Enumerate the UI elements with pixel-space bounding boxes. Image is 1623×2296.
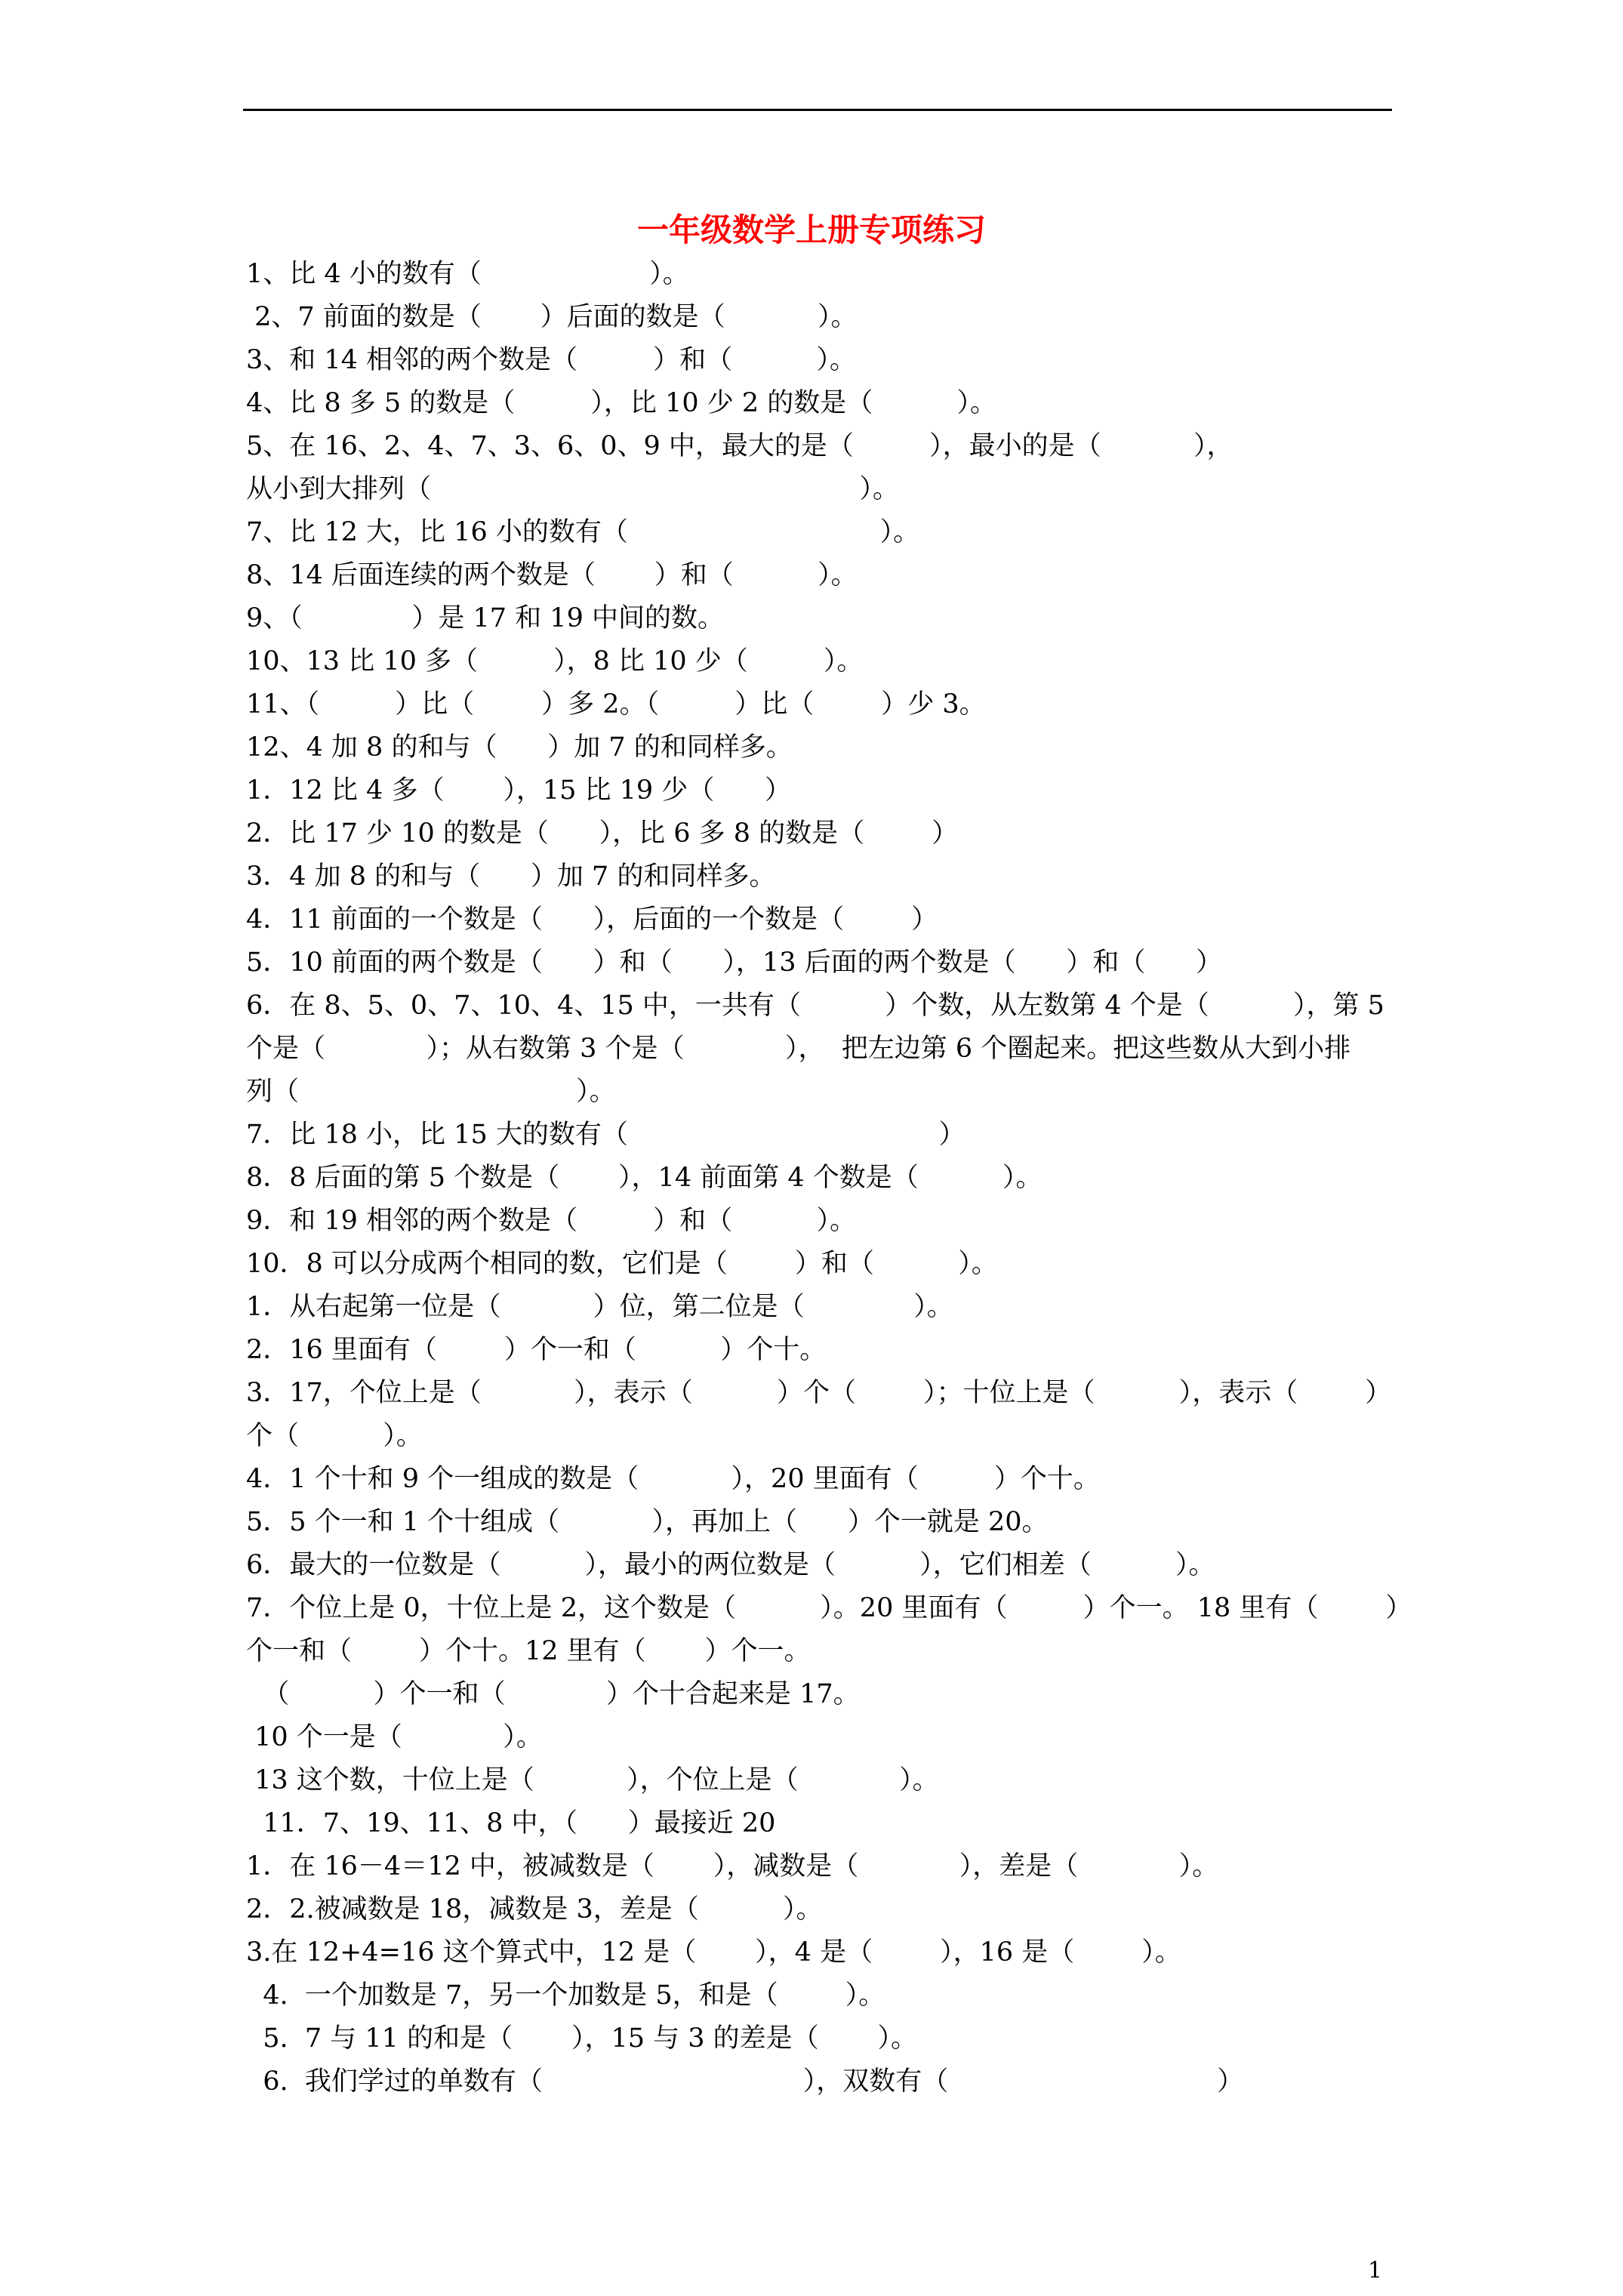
question-line: 11、（ ）比（ ）多 2。（ ）比（ ）少 3。 [246, 689, 986, 720]
question-line: 1．在 16－4＝12 中，被减数是（ ），减数是（ ），差是（ ）。 [246, 1851, 1219, 1881]
question-line: 5、在 16、2、4、7、3、6、0、9 中，最大的是（ ），最小的是（ ）， [246, 431, 1233, 461]
question-line: 8、14 后面连续的两个数是（ ）和（ ）。 [246, 560, 858, 590]
question-line: 10、13 比 10 多（ ），8 比 10 少（ ）。 [246, 646, 864, 676]
question-line: 4. 一个加数是 7，另一个加数是 5，和是（ ）。 [246, 1980, 885, 2011]
question-line: 2、7 前面的数是（ ）后面的数是（ ）。 [246, 302, 858, 332]
question-line: 个（ ）。 [246, 1421, 423, 1451]
question-line: 3．4 加 8 的和与（ ）加 7 的和同样多。 [246, 861, 776, 892]
question-line: 6．在 8、5、0、7、10、4、15 中，一共有（ ）个数，从左数第 4 个是（ ），第 5 [246, 991, 1384, 1021]
question-line: （ ）个一和（ ）个十合起来是 17。 [246, 1679, 860, 1709]
question-line: 9．和 19 相邻的两个数是（ ）和（ ）。 [246, 1206, 856, 1236]
question-line: 列（ ）。 [246, 1077, 616, 1107]
question-list [246, 253, 1439, 2103]
question-line: 1．12 比 4 多（ ），15 比 19 少（ ） [246, 775, 792, 806]
question-line: 7．比 18 小，比 15 大的数有（ ） [246, 1120, 965, 1150]
question-line: 5. 7 与 11 的和是（ ），15 与 3 的差是（ ）。 [246, 2023, 918, 2054]
question-line: 3.在 12+4=16 这个算式中，12 是（ ），4 是（ ），16 是（ ）。 [246, 1937, 1181, 1968]
page-title: 一年级数学上册专项练习 [636, 211, 986, 248]
question-line: 4．1 个十和 9 个一组成的数是（ ），20 里面有（ ）个十。 [246, 1464, 1100, 1494]
question-line: 10．8 可以分成两个相同的数，它们是（ ）和（ ）。 [246, 1249, 998, 1279]
question-line: 8．8 后面的第 5 个数是（ ），14 前面第 4 个数是（ ）。 [246, 1163, 1042, 1193]
question-line: 3．17，个位上是（ ），表示（ ）个（ ）；十位上是（ ），表示（ ） [246, 1378, 1392, 1408]
question-line: 2．比 17 少 10 的数是（ ），比 6 多 8 的数是（ ） [246, 818, 959, 849]
page-number: 1 [1368, 2257, 1383, 2284]
question-line: 个是（ ）；从右数第 3 个是（ ）， 把左边第 6 个圈起来。把这些数从大到小排 [246, 1034, 1351, 1064]
question-line: 13 这个数，十位上是（ ），个位上是（ ）。 [246, 1765, 939, 1795]
question-line: 11．7、19、11、8 中，（ ）最接近 20 [246, 1808, 776, 1838]
question-line: 12、4 加 8 的和与（ ）加 7 的和同样多。 [246, 732, 793, 763]
question-line: 4、比 8 多 5 的数是（ ），比 10 少 2 的数是（ ）。 [246, 388, 996, 418]
question-line: 个一和（ ）个十。12 里有（ ）个一。 [246, 1636, 811, 1666]
question-line: 5．5 个一和 1 个十组成（ ），再加上（ ）个一就是 20。 [246, 1507, 1049, 1537]
question-line: 2．16 里面有（ ）个一和（ ）个十。 [246, 1335, 827, 1365]
question-line: 3、和 14 相邻的两个数是（ ）和（ ）。 [246, 345, 856, 375]
question-line: 6. 我们学过的单数有（ ），双数有（ ） [246, 2066, 1244, 2097]
question-line: 1．从右起第一位是（ ）位，第二位是（ ）。 [246, 1292, 953, 1322]
question-line: 5．10 前面的两个数是（ ）和（ ），13 后面的两个数是（ ）和（ ） [246, 948, 1223, 978]
question-line: 2．2.被减数是 18，减数是 3，差是（ ）。 [246, 1894, 823, 1925]
question-line: 7．个位上是 0，十位上是 2，这个数是（ ）。20 里面有（ ）个一。 18 里有（ ） [246, 1593, 1412, 1623]
question-line: 9、（ ）是 17 和 19 中间的数。 [246, 603, 724, 633]
question-line: 1、比 4 小的数有（ ）。 [246, 259, 689, 289]
question-line: 7、比 12 大，比 16 小的数有（ ）。 [246, 517, 920, 547]
question-line: 10 个一是（ ）。 [246, 1722, 543, 1752]
question-line: 从小到大排列（ ）。 [246, 474, 899, 504]
question-line: 4．11 前面的一个数是（ ），后面的一个数是（ ） [246, 905, 938, 935]
header-rule [243, 109, 1392, 111]
question-line: 6．最大的一位数是（ ），最小的两位数是（ ），它们相差（ ）。 [246, 1550, 1215, 1580]
